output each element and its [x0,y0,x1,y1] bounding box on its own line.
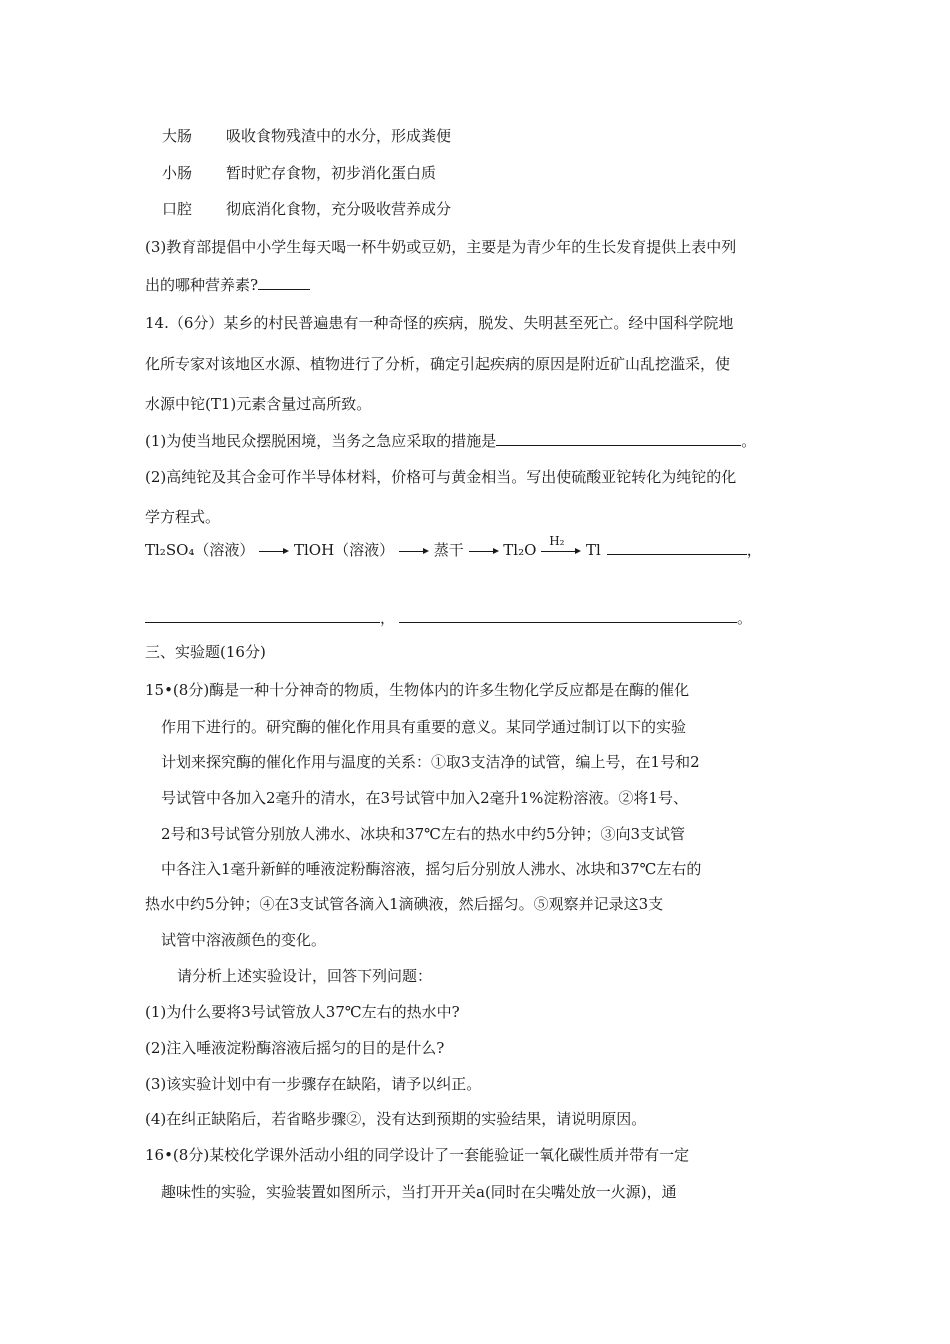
organ-function: 吸收食物残渣中的水分，形成粪便 [226,127,452,145]
q15-line: 2号和3号试管分别放人沸水、冰块和37℃左右的热水中约5分钟；③向3支试管 [161,825,686,843]
reaction-arrow-icon [469,541,499,561]
q14-sub2: (2)高纯铊及其合金可作半导体材料，价格可与黄金相当。写出使硫酸亚铊转化为纯铊的化 [145,468,737,486]
answer-blank[interactable] [607,540,747,555]
q16-line: 趣味性的实验，实验装置如图所示，当打开开关a(同时在尖嘴处放一火源)，通 [161,1183,677,1201]
q15-line: 作用下进行的。研究酶的催化作用具有重要的意义。某同学通过制订以下的实验 [161,718,687,736]
q14-sub1: (1)为使当地民众摆脱困境，当务之急应采取的措施是 。 [145,432,757,450]
formula-thallium-sulfate: Tl₂SO₄（溶液） [145,541,255,559]
q15-line: 中各注入1毫升新鲜的唾液淀粉酶溶液，摇匀后分别放人沸水、冰块和37℃左右的 [161,860,702,878]
q13-3-text: (3)教育部提倡中小学生每天喝一杯牛奶或豆奶，主要是为青少年的生长发育提供上表中列 [145,238,737,256]
organ-function: 彻底消化食物，充分吸收营养成分 [226,200,452,218]
organ-name: 大肠 [162,127,193,145]
formula-thallium: Tl [585,541,601,559]
q15-intro: 请分析上述实验设计，回答下列问题： [177,967,433,985]
q15-question: (1)为什么要将3号试管放人37℃左右的热水中? [145,1003,460,1021]
q15-question: (4)在纠正缺陷后，若省略步骤②，没有达到预期的实验结果，请说明原因。 [145,1110,647,1128]
formula-thallium-hydroxide: TlOH（溶液） [293,541,395,559]
q15-question: (2)注入唾液淀粉酶溶液后摇匀的目的是什么? [145,1039,445,1057]
step-evaporate: 蒸干 [433,541,464,559]
q15-line: 号试管中各加入2毫升的清水，在3号试管中加入2毫升1%淀粉溶液。②将1号、 [161,789,688,807]
section-heading: 三、实验题(16分) [145,643,266,661]
q16-line: 16•(8分)某校化学课外活动小组的同学设计了一套能验证一氧化碳性质并带有一定 [145,1146,690,1164]
q15-line: 试管中溶液颜色的变化。 [161,931,327,949]
reaction-arrow-icon [259,541,289,561]
q15-question: (3)该实验计划中有一步骤存在缺陷，请予以纠正。 [145,1075,482,1093]
q14-sub2-cont: 学方程式。 [145,508,221,526]
q15-line: 计划来探究酶的催化作用与温度的关系：①取3支洁净的试管，编上号，在1号和2 [161,753,700,771]
answer-blank[interactable] [258,275,310,290]
table-row [162,163,436,183]
formula-thallium-oxide: Tl₂O [503,541,537,559]
organ-name: 小肠 [162,164,193,182]
q14-line: 14.（6分）某乡的村民普遍患有一种奇怪的疾病，脱发、失明甚至死亡。经中国科学院地 [145,314,734,332]
table-row [162,199,451,219]
table-row [162,126,451,146]
answer-blank[interactable] [399,608,737,623]
organ-function: 暂时贮存食物，初步消化蛋白质 [226,164,437,182]
organ-name: 口腔 [162,200,193,218]
answer-blank[interactable] [145,608,380,623]
answer-blank[interactable] [496,431,741,446]
q14-line: 水源中铊(T1)元素含量过高所致。 [145,395,372,413]
q15-line: 热水中约5分钟；④在3支试管各滴入1滴碘液，然后摇匀。⑤观察并记录这3支 [145,895,664,913]
reaction-scheme: Tl₂SO₄（溶液） TlOH（溶液） 蒸干 Tl₂O H₂ Tl ， [145,540,762,561]
q13-3-text-cont: 出的哪种营养素? [145,275,310,295]
q15-line: 15•(8分)酶是一种十分神奇的物质，生物体内的许多生物化学反应都是在酶的催化 [145,681,690,699]
hydrogen-arrow-icon [541,534,581,561]
reaction-arrow-icon [399,541,429,561]
hydrogen-label: H₂ [549,534,565,548]
q14-equation-blanks: ， 。 [145,608,752,628]
q14-line: 化所专家对该地区水源、植物进行了分析，确定引起疾病的原因是附近矿山乱挖滥采，使 [145,355,731,373]
